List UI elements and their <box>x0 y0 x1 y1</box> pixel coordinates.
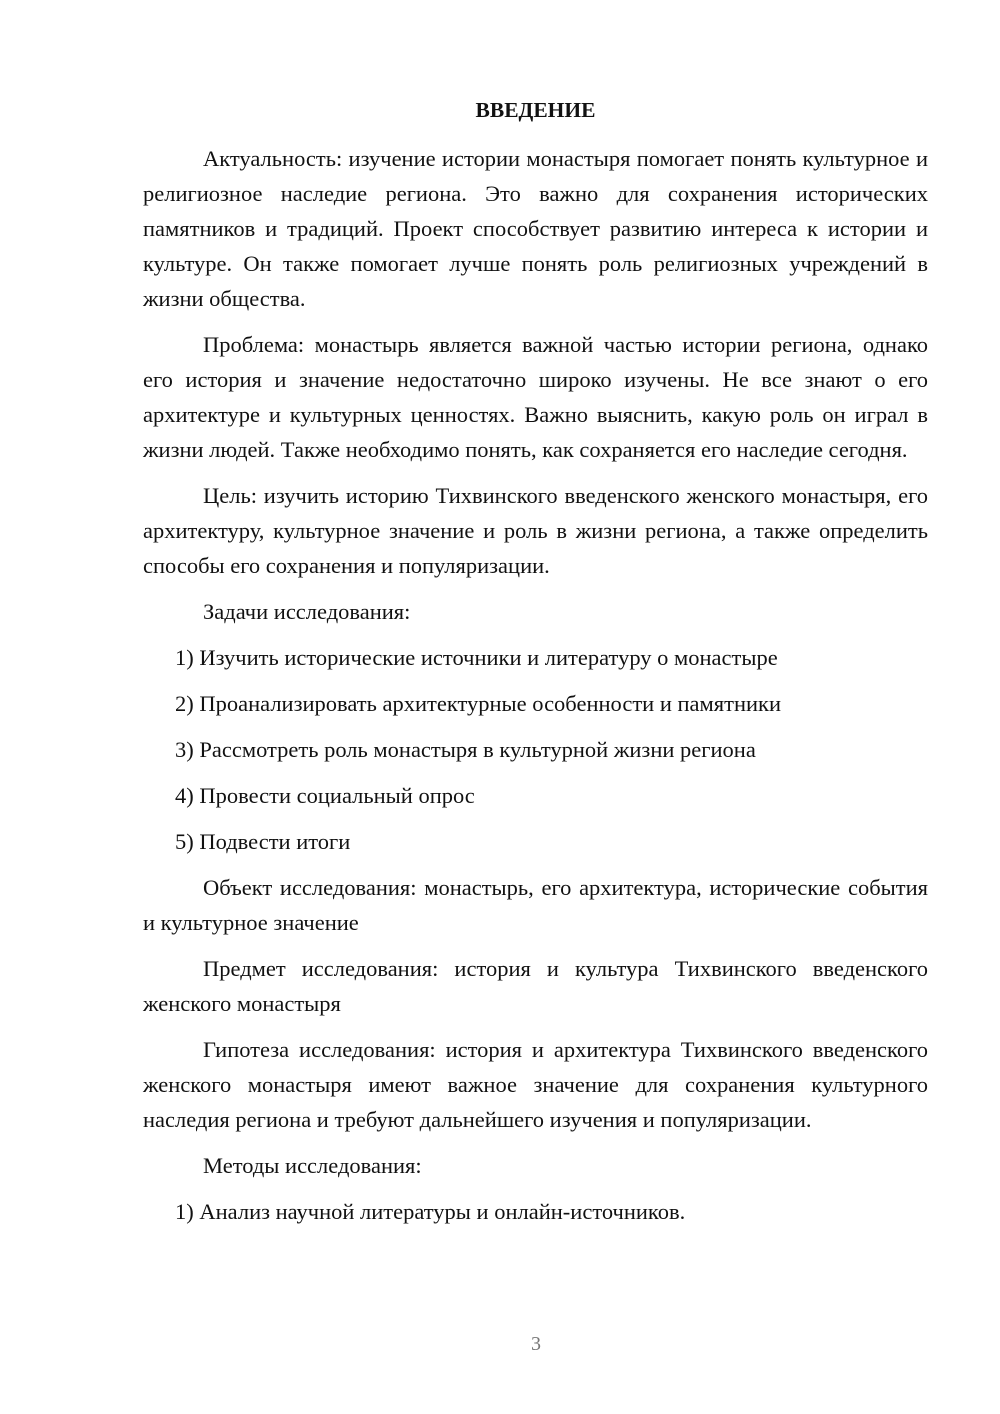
page-title: ВВЕДЕНИЕ <box>475 98 596 122</box>
task-item: 4) Провести социальный опрос <box>175 783 475 808</box>
methods-list <box>143 1194 928 1229</box>
tasks-heading: Задачи исследования: <box>203 599 411 624</box>
task-item: 5) Подвести итоги <box>175 829 351 854</box>
method-item: 1) Анализ научной литературы и онлайн-источников. <box>175 1199 686 1224</box>
methods-heading: Методы исследования: <box>203 1153 422 1178</box>
object-paragraph: Объект исследования: монастырь, его архитектура, исторические события и культурное значение <box>143 875 928 935</box>
task-item: 1) Изучить исторические источники и литературу о монастыре <box>175 645 778 670</box>
page-number: 3 <box>531 1333 541 1355</box>
relevance-paragraph: Актуальность: изучение истории монастыря помогает понять культурное и религиозное наследие региона. Это важно для сохранения исторических памятников и традиций. Проект способствует развитию интереса к истории и культуре. Он также помогает лучше понять роль религиозных учреждений в жизни общества. <box>143 146 928 311</box>
hypothesis-paragraph: Гипотеза исследования: история и архитектура Тихвинского введенского женского монастыря имеют важное значение для сохранения культурного наследия региона и требуют дальнейшего изучения и популяризации. <box>143 1037 928 1132</box>
page-content <box>143 96 928 1240</box>
task-item: 3) Рассмотреть роль монастыря в культурной жизни региона <box>175 737 756 762</box>
problem-paragraph: Проблема: монастырь является важной частью истории региона, однако его история и значение недостаточно широко изучены. Не все знают о его архитектуре и культурных ценностях. Важно выяснить, какую роль он играл в жизни людей. Также необходимо понять, как сохраняется его наследие сегодня. <box>143 332 928 462</box>
task-item: 2) Проанализировать архитектурные особенности и памятники <box>175 691 781 716</box>
tasks-list <box>143 640 928 859</box>
subject-paragraph: Предмет исследования: история и культура Тихвинского введенского женского монастыря <box>143 956 928 1016</box>
goal-paragraph: Цель: изучить историю Тихвинского введенского женского монастыря, его архитектуру, культурное значение и роль в жизни региона, а также определить способы его сохранения и популяризации. <box>143 483 928 578</box>
